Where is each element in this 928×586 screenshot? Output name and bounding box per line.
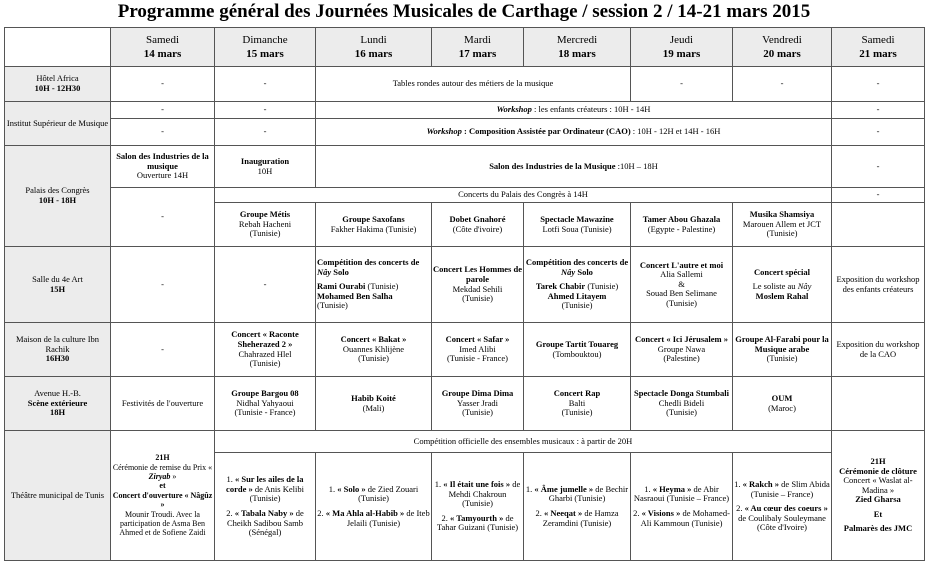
- day-header: [832, 28, 925, 67]
- empty-cell: -: [111, 119, 215, 146]
- empty-cell: -: [215, 67, 316, 102]
- concert-cell: Musika Shamsiya Marouen Allem et JCT (Tunisie): [733, 203, 832, 247]
- concert-cell: Dobet Gnahoré (Côte d'ivoire): [432, 203, 524, 247]
- competition-cell: 1. « Il était une fois » de Mehdi Chakroun (Tunisie) 2. « Tamyourth » de Tahar Guizani (Tunisie): [432, 453, 524, 561]
- empty-cell: -: [832, 67, 925, 102]
- event-cell: Concert « Raconte Sheherazed 2 » Chahrazed Hlel (Tunisie): [215, 323, 316, 377]
- event-cell: Compétition officielle des ensembles musicaux : à partir de 20H: [215, 431, 832, 453]
- day-header: [432, 28, 524, 67]
- event-cell: Groupe Dima Dima Yasser Jradi (Tunisie): [432, 377, 524, 431]
- venue-cell: Avenue H.-B. Scène extérieure 18H: [5, 377, 111, 431]
- empty-cell: -: [111, 247, 215, 323]
- event-cell: Workshop : Composition Assistée par Ordinateur (CAO) : 10H - 12H et 14H - 16H: [316, 119, 832, 146]
- header-row: [5, 28, 925, 67]
- program-table: [4, 27, 925, 561]
- event-cell: Groupe Tartit Touareg (Tombouktou): [524, 323, 631, 377]
- institut-row-2: [5, 119, 925, 146]
- day-date: 21 mars: [859, 48, 897, 60]
- event-cell: Concert Rap Balti (Tunisie): [524, 377, 631, 431]
- empty-cell: -: [111, 102, 215, 119]
- event-cell: Concert « Safar » Imed Alibi (Tunisie - France): [432, 323, 524, 377]
- venue-cell: Institut Supérieur de Musique: [5, 102, 111, 146]
- event-cell: 21H Cérémonie de remise du Prix « Ziryab » et Concert d'ouverture « Nâgûz » Mounir Troudi. Avec la participation de Asma Ben Ahmed et de Sofiene Zaidi: [111, 431, 215, 561]
- event-cell: Exposition du workshop des enfants créateurs: [832, 247, 925, 323]
- venue-cell: Théâtre municipal de Tunis: [5, 431, 111, 561]
- event-cell: Concerts du Palais des Congrès à 14H: [215, 188, 832, 203]
- day-header: [733, 28, 832, 67]
- day-date: 15 mars: [246, 48, 284, 60]
- event-cell: OUM (Maroc): [733, 377, 832, 431]
- day-date: 14 mars: [143, 48, 182, 60]
- competition-cell: 1. « Rakch » de Slim Abida (Tunisie – France) 2. « Au cœur des coeurs » de Coulibaly Souleymane (Côte d'Ivoire): [733, 453, 832, 561]
- empty-cell: -: [832, 119, 925, 146]
- palais-row-1: [5, 146, 925, 188]
- day-name: Mercredi: [556, 34, 598, 46]
- empty-cell: [832, 203, 925, 247]
- day-header: [111, 28, 215, 67]
- empty-cell: -: [111, 323, 215, 377]
- day-header: [524, 28, 631, 67]
- venue-cell: Palais des Congrès 10H - 18H: [5, 146, 111, 247]
- event-cell: Inauguration 10H: [215, 146, 316, 188]
- theatre-row-1: [5, 431, 925, 453]
- day-name: Dimanche: [242, 34, 288, 46]
- maison-culture-row: [5, 323, 925, 377]
- event-cell: Concert « Bakat » Ouannes Khlijène (Tunisie): [316, 323, 432, 377]
- avenue-hb-row: [5, 377, 925, 431]
- institut-row-1: [5, 102, 925, 119]
- day-date: 19 mars: [662, 48, 701, 60]
- competition-cell: 1. « Heyma » de Abir Nasraoui (Tunisie – France) 2. « Visions » de Mohamed-Ali Kammoun (Tunisie): [631, 453, 733, 561]
- concert-cell: Groupe Saxofans Fakher Hakima (Tunisie): [316, 203, 432, 247]
- day-name: Mardi: [464, 34, 491, 46]
- empty-cell: -: [832, 188, 925, 203]
- competition-cell: 1. « Sur les ailes de la corde » de Anis Kelibi (Tunisie) 2. « Tabala Naby » de Cheikh Sadibou Samb (Sénégal): [215, 453, 316, 561]
- event-cell: Festivités de l'ouverture: [111, 377, 215, 431]
- empty-cell: -: [215, 119, 316, 146]
- event-cell: Groupe Al-Farabi pour la Musique arabe (Tunisie): [733, 323, 832, 377]
- concert-cell: Groupe Métis Rebah Hacheni (Tunisie): [215, 203, 316, 247]
- event-cell: Concert Les Hommes de parole Mekdad Sehili (Tunisie): [432, 247, 524, 323]
- event-cell: Spectacle Donga Stumbali Chedli Bideli (Tunisie): [631, 377, 733, 431]
- day-date: 16 mars: [354, 48, 393, 60]
- venue-cell: Salle du 4e Art 15H: [5, 247, 111, 323]
- concert-cell: Tamer Abou Ghazala (Egypte - Palestine): [631, 203, 733, 247]
- event-cell: Tables rondes autour des métiers de la musique: [316, 67, 631, 102]
- palais-row-2: [5, 188, 925, 203]
- competition-cell: 1. « Solo » de Zied Zouari (Tunisie) 2. « Ma Ahla al-Habib » de Iteb Jelaili (Tunisie): [316, 453, 432, 561]
- corner-cell: [5, 28, 111, 67]
- event-cell: Groupe Bargou 08 Nidhal Yahyaoui (Tunisie - France): [215, 377, 316, 431]
- empty-cell: [832, 377, 925, 431]
- day-header: [215, 28, 316, 67]
- empty-cell: -: [832, 146, 925, 188]
- concert-cell: Spectacle Mawazine Lotfi Soua (Tunisie): [524, 203, 631, 247]
- day-date: 17 mars: [458, 48, 497, 60]
- venue-cell: Hôtel Africa 10H - 12H30: [5, 67, 111, 102]
- empty-cell: -: [215, 247, 316, 323]
- day-name: Lundi: [360, 34, 387, 46]
- event-cell: Concert L'autre et moi Alia Sallemi & Souad Ben Selimane (Tunisie): [631, 247, 733, 323]
- day-date: 20 mars: [763, 48, 801, 60]
- event-cell: Salon des Industries de la musique Ouverture 14H: [111, 146, 215, 188]
- event-cell: Workshop : les enfants créateurs : 10H - 14H: [316, 102, 832, 119]
- venue-cell: Maison de la culture Ibn Rachik 16H30: [5, 323, 111, 377]
- page-title: Programme général des Journées Musicales de Carthage / session 2 / 14-21 mars 2015: [117, 1, 811, 22]
- event-cell: Exposition du workshop de la CAO: [832, 323, 925, 377]
- empty-cell: -: [111, 67, 215, 102]
- empty-cell: -: [215, 102, 316, 119]
- hotel-africa-row: [5, 67, 925, 102]
- day-name: Samedi: [146, 34, 179, 46]
- empty-cell: -: [733, 67, 832, 102]
- day-name: Vendredi: [762, 34, 802, 46]
- event-cell: Concert spécial Le soliste au Nây Moslem Rahal: [733, 247, 832, 323]
- salle-4e-art-row: [5, 247, 925, 323]
- day-name: Jeudi: [669, 34, 694, 46]
- event-cell: Concert « Ici Jérusalem » Groupe Nawa (Palestine): [631, 323, 733, 377]
- day-header: [316, 28, 432, 67]
- empty-cell: -: [631, 67, 733, 102]
- empty-cell: -: [832, 102, 925, 119]
- day-header: [631, 28, 733, 67]
- event-cell: Habib Koité (Mali): [316, 377, 432, 431]
- competition-cell: 1. « Âme jumelle » de Bechir Gharbi (Tunisie) 2. « Neeqat » de Hamza Zeramdini (Tunisie): [524, 453, 631, 561]
- event-cell: 21H Cérémonie de clôture Concert « Waslat al-Madina » Zied Gharsa Et Palmarès des JMC: [832, 431, 925, 561]
- event-cell: Compétition des concerts de Nây Solo Tarek Chabir (Tunisie) Ahmed Litayem (Tunisie): [524, 247, 631, 323]
- day-date: 18 mars: [558, 48, 596, 60]
- day-name: Samedi: [861, 34, 895, 46]
- empty-cell: -: [111, 188, 215, 247]
- event-cell: Compétition des concerts de Nây Solo Rami Ourabi (Tunisie) Mohamed Ben Salha (Tunisie): [316, 247, 432, 323]
- event-cell: Salon des Industries de la Musique :10H – 18H: [316, 146, 832, 188]
